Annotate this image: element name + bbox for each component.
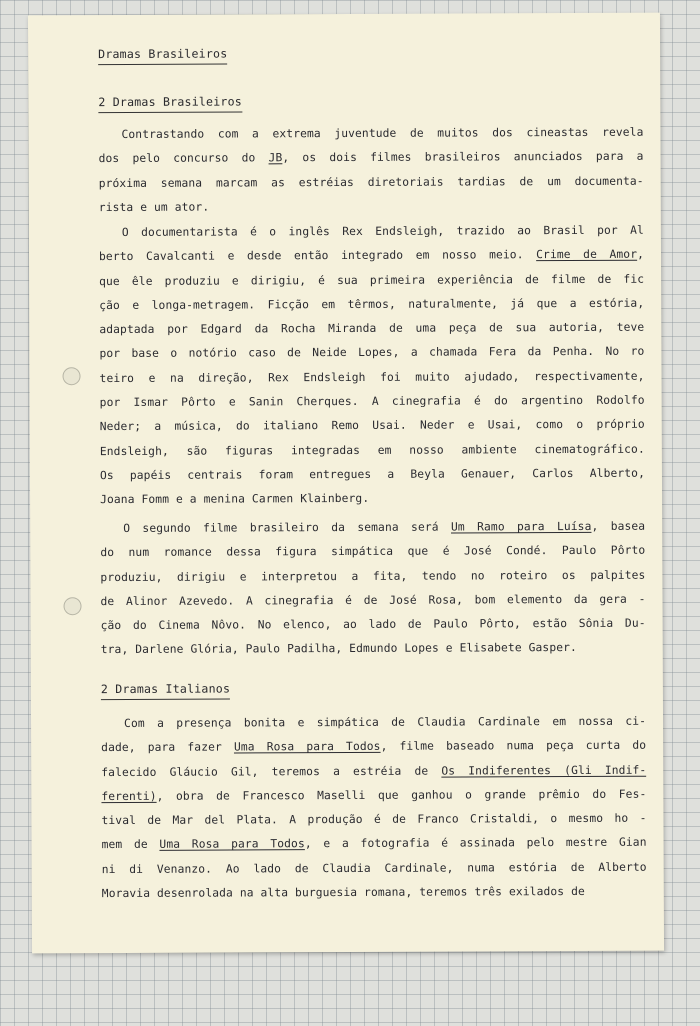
typewritten-page xyxy=(28,13,664,954)
film-title: ferenti) xyxy=(101,789,157,803)
text-segment: Joana Fomm e a menina Carmen Klainberg. xyxy=(100,492,370,507)
text-segment: produziu, dirigiu e interpretou a fita, tendo no roteiro os palpites xyxy=(100,568,646,584)
text-segment: O segundo filme brasileiro da semana será xyxy=(123,520,452,535)
text-segment: , obra de Francesco Maselli que ganhou o grande prêmio do Fes- xyxy=(156,787,647,803)
text-line xyxy=(102,831,647,858)
text-line xyxy=(101,807,646,834)
text-segment: por base o notório caso de Neide Lopes, a chamada Fera da Penha. No ro xyxy=(99,345,645,361)
paragraph xyxy=(101,710,647,907)
text-segment: Os papéis centrais foram entregues a Beyla Genauer, Carlos Alberto, xyxy=(99,466,645,483)
paragraph xyxy=(98,121,643,221)
text-line xyxy=(100,563,645,590)
text-segment: mem de xyxy=(101,838,160,852)
text-line xyxy=(101,612,646,639)
text-line xyxy=(101,783,646,810)
text-segment: dade, para fazer xyxy=(101,740,234,755)
text-line xyxy=(101,710,646,737)
text-line xyxy=(100,389,645,416)
text-line xyxy=(99,145,644,172)
text-segment: , e a fotografia é assinada pelo mestre Gian xyxy=(304,836,647,851)
film-title: Crime de Amor xyxy=(536,248,638,262)
text-segment: Moravia desenrolada na alta burguesia romana, teremos três exilados de xyxy=(101,885,585,901)
text-segment: Com a presença bonita e simpática de Claudia Cardinale em nossa ci- xyxy=(124,714,647,730)
text-line xyxy=(100,515,645,542)
film-title: Um Ramo para Luísa xyxy=(450,519,592,534)
text-segment: ni di Venanzo. Ao lado de Claudia Cardinale, numa estória de Alberto xyxy=(101,860,647,876)
text-segment: tival de Mar del Plata. A produção é de Franco Cristaldi, o mesmo ho - xyxy=(101,811,647,828)
punch-hole xyxy=(62,367,80,385)
text-line xyxy=(102,880,647,907)
text-segment: de Alinor Azevedo. A cinegrafia é de José Rosa, bom elemento da gera - xyxy=(100,592,646,608)
text-line xyxy=(99,316,644,343)
text-segment: do num romance dessa figura simpática que é José Condé. Paulo Pôrto xyxy=(100,543,646,560)
text-segment: rista e um ator. xyxy=(98,200,210,214)
punch-hole xyxy=(63,597,81,615)
text-line xyxy=(100,462,645,489)
section-heading-italianos: 2 Dramas Italianos xyxy=(101,682,230,701)
text-line xyxy=(102,855,647,882)
text-line xyxy=(99,267,644,294)
text-line xyxy=(99,169,644,196)
text-line xyxy=(98,121,643,148)
text-line xyxy=(99,194,644,221)
text-line xyxy=(99,364,644,391)
text-segment: , filme baseado numa peça curta do xyxy=(380,738,647,754)
text-line xyxy=(100,413,645,440)
text-segment: que êle produziu e dirigiu, é sua primeira experiência de filme de fic xyxy=(99,272,645,288)
text-line xyxy=(101,734,646,761)
paragraph xyxy=(99,219,645,513)
text-segment: dos pelo concurso do xyxy=(98,151,269,166)
text-line xyxy=(100,486,645,513)
text-line xyxy=(99,340,644,367)
text-segment: ção e longa-metragem. Ficção em têrmos, naturalmente, já que a estória, xyxy=(99,296,645,312)
text-segment: teiro e na direção, Rex Endsleigh foi muito ajudado, respectivamente, xyxy=(99,369,645,385)
paragraph xyxy=(100,515,646,663)
text-segment: O documentarista é o inglês Rex Endsleigh, trazido ao Brasil por Al xyxy=(121,223,644,239)
film-title: JB xyxy=(268,151,283,165)
text-line xyxy=(99,219,644,246)
text-segment: Endsleigh, são figuras integradas em nosso ambiente cinematográfico. xyxy=(99,442,645,458)
text-segment: , basea xyxy=(591,519,646,533)
text-segment: Contrastando com a extrema juventude de muitos dos cineastas revela xyxy=(121,125,644,141)
text-segment: tra, Darlene Glória, Paulo Padilha, Edmundo Lopes e Elisabete Gasper. xyxy=(100,641,577,657)
text-line xyxy=(100,437,645,464)
text-segment: falecido Gláucio Gil, teremos a estréia de xyxy=(101,764,442,779)
text-segment: próxima semana marcam as estréias diretoriais tardias de um documenta- xyxy=(98,174,644,190)
section-heading-brasileiros: 2 Dramas Brasileiros xyxy=(98,94,242,113)
text-segment: berto Cavalcanti e desde então integrado em nosso meio. xyxy=(98,248,537,264)
film-title: Uma Rosa para Todos xyxy=(159,837,305,852)
text-segment: , xyxy=(637,247,645,262)
text-segment: ção do Cinema Nôvo. No elenco, ao lado de Paulo Pôrto, estão Sônia Du- xyxy=(100,616,646,633)
film-title: Os Indiferentes (Gli Indif- xyxy=(441,763,647,778)
text-segment: adaptada por Edgard da Rocha Miranda de uma peça de sua autoria, teve xyxy=(99,320,645,337)
text-line xyxy=(99,292,644,319)
text-line xyxy=(101,636,646,663)
text-line xyxy=(100,588,645,615)
text-line xyxy=(100,539,645,566)
film-title: Uma Rosa para Todos xyxy=(233,740,381,754)
text-line xyxy=(101,758,646,785)
text-line xyxy=(99,243,644,270)
document-title: Dramas Brasileiros xyxy=(98,47,227,66)
text-segment: por Ismar Pôrto e Sanin Cherques. A cinegrafia é do argentino Rodolfo xyxy=(99,393,645,410)
text-segment: Neder; a música, do italiano Remo Usai. Neder e Usai, como o próprio xyxy=(99,418,645,434)
text-segment: , os dois filmes brasileiros anunciados para a xyxy=(282,149,644,165)
